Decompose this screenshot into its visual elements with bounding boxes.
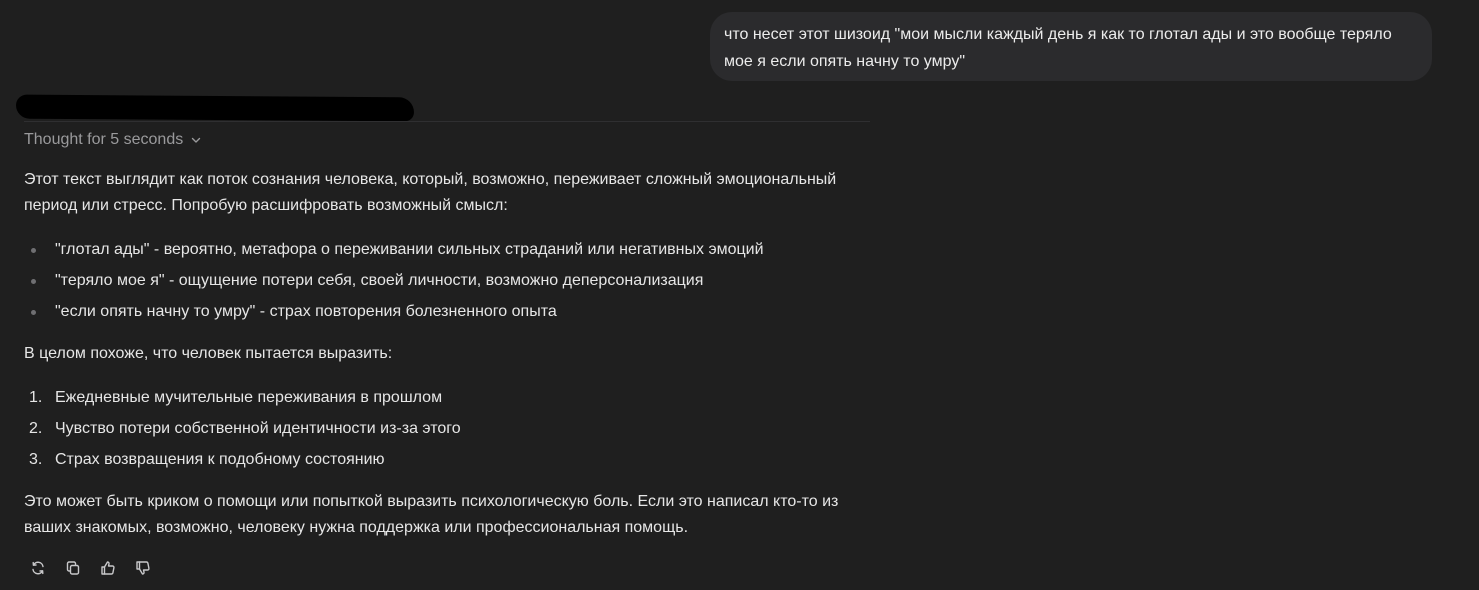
list-item [24,299,874,325]
response-closing: Это может быть криком о помощи или попыткой выразить психологическую боль. Если это написал кто-то из ваших знакомых, возможно, человеку нужна поддержка или профессиональная помощь. [24,493,839,536]
thumbs-up-button[interactable] [96,556,120,580]
chevron-down-icon [190,134,202,146]
redacted-model-name [16,95,414,122]
thumbs-down-button[interactable] [131,556,155,580]
bullet-dot [31,310,36,315]
thumbs-up-icon [100,560,116,576]
list-item [24,447,874,473]
list-item-text: "если опять начну то умру" - страх повторения болезненного опыта [55,303,557,320]
list-number: 2. [29,420,43,437]
list-item [24,237,874,263]
list-item [24,268,874,294]
thought-label: Thought for 5 seconds [24,131,184,148]
bullet-dot [31,279,36,284]
thumbs-down-icon [135,560,151,576]
list-item [24,385,874,411]
divider [24,121,870,122]
bullet-list [24,237,874,325]
thought-toggle[interactable] [24,129,202,151]
retry-button[interactable] [26,556,50,580]
list-number: 1. [29,389,43,406]
list-item-text: Страх возвращения к подобному состоянию [55,451,385,468]
response-intro: Этот текст выглядит как поток сознания человека, который, возможно, переживает сложный эмоциональный период или стресс. Попробую расшифровать возможный смысл: [24,171,837,214]
bullet-dot [31,248,36,253]
copy-icon [65,560,81,576]
list-item-text: "теряло мое я" - ощущение потери себя, своей личности, возможно деперсонализация [55,272,704,289]
response-summary-intro: В целом похоже, что человек пытается выразить: [24,345,393,362]
message-actions [26,556,155,580]
assistant-response [24,167,874,541]
retry-icon [30,560,46,576]
user-message-text: что несет этот шизоид "мои мысли каждый день я как то глотал ады и это вообще теряло мое я если опять начну то умру" [724,26,1392,70]
user-message-bubble [710,12,1432,81]
list-item-text: Ежедневные мучительные переживания в прошлом [55,389,443,406]
list-item [24,416,874,442]
list-item-text: Чувство потери собственной идентичности из-за этого [55,420,461,437]
list-number: 3. [29,451,43,468]
numbered-list [24,385,874,473]
copy-button[interactable] [61,556,85,580]
list-item-text: "глотал ады" - вероятно, метафора о переживании сильных страданий или негативных эмоций [55,241,764,258]
